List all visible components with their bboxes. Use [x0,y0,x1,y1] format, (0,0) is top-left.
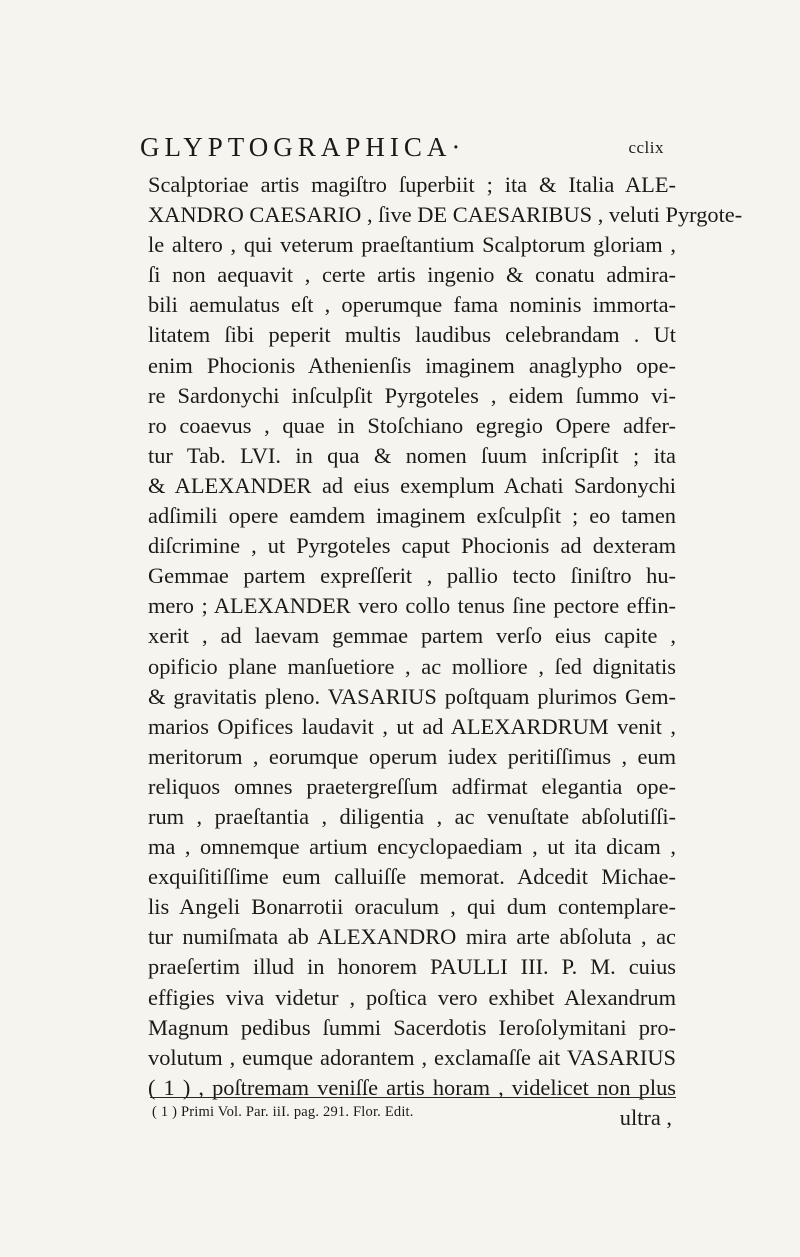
text-line: & ALEXANDER ad eius exemplum Achati Sardonychi [148,472,676,498]
text-line: opificio plane manſuetiore , ac molliore , ſed dignitatis [148,653,676,679]
footnote-rule [150,1097,676,1098]
text-line: bili aemulatus eſt , operumque fama nominis immorta- [148,292,676,318]
text-line: Gemmae partem expreſſerit , pallio tecto ſiniſtro hu- [148,563,676,589]
text-line: praeſertim illud in honorem PAULLI III. P. M. cuius [148,954,676,980]
body-text [148,170,743,1133]
text-line: reliquos omnes praetergreſſum adfirmat elegantia ope- [148,773,676,799]
text-line: marios Opifices laudavit , ut ad ALEXARDRUM venit , [148,713,676,739]
text-line: diſcrimine , ut Pyrgoteles caput Phocionis ad dexteram [148,533,676,559]
text-line: le altero , qui veterum praeſtantium Scalptorum gloriam , [148,232,676,258]
text-line: meritorum , eorumque operum iudex peritiſſimus , eum [148,743,676,769]
text-line: ( 1 ) , poſtremam veniſſe artis horam , videlicet non plus [148,1074,676,1100]
text-line: mero ; ALEXANDER vero collo tenus ſine pectore effin- [148,593,676,619]
page-number: cclix [628,138,664,157]
text-line: Scalptoriae artis magiſtro ſuperbiit ; ita & Italia ALE- [148,172,676,197]
running-head: GLYPTOGRAPHICA· [140,132,466,162]
text-line: rum , praeſtantia , diligentia , ac venuſtate abſolutiſſi- [148,803,676,829]
text-line: ultra , [619,1104,672,1130]
text-line: lis Angeli Bonarrotii oraculum , qui dum contemplare- [148,894,676,920]
text-line: tur numiſmata ab ALEXANDRO mira arte abſoluta , ac [148,924,676,950]
text-line: exquiſitiſſime eum calluiſſe memorat. Adcedit Michae- [148,864,676,890]
page-header [140,132,664,172]
text-line: effigies viva videtur , poſtica vero exhibet Alexandrum [148,984,676,1010]
text-line: ma , omnemque artium encyclopaediam , ut ita dicam , [148,834,676,860]
text-line: tur Tab. LVI. in qua & nomen ſuum inſcripſit ; ita [148,442,676,468]
text-line: ro coaevus , quae in Stoſchiano egregio Opere adfer- [148,412,676,438]
text-line: enim Phocionis Athenienſis imaginem anaglypho ope- [148,352,676,378]
text-line: litatem ſibi peperit multis laudibus celebrandam . Ut [148,322,676,348]
text-line: XANDRO CAESARIO , ſive DE CAESARIBUS , veluti Pyrgote- [148,202,743,228]
text-line: Magnum pedibus ſummi Sacerdotis Ieroſolymitani pro- [148,1014,676,1040]
text-line: re Sardonychi inſculpſit Pyrgoteles , eidem ſummo vi- [148,382,676,408]
text-line: adſimili opere eamdem imaginem exſculpſit ; eo tamen [148,503,676,529]
text-line: & gravitatis pleno. VASARIUS poſtquam plurimos Gem- [148,683,676,709]
text-line: xerit , ad laevam gemmae partem verſo eius capite , [148,623,676,649]
text-line: volutum , eumque adorantem , exclamaſſe ait VASARIUS [148,1044,676,1070]
footnote: ( 1 ) Primi Vol. Par. iiI. pag. 291. Flor. Edit. [152,1104,414,1120]
text-line: ſi non aequavit , certe artis ingenio & conatu admira- [148,262,676,288]
